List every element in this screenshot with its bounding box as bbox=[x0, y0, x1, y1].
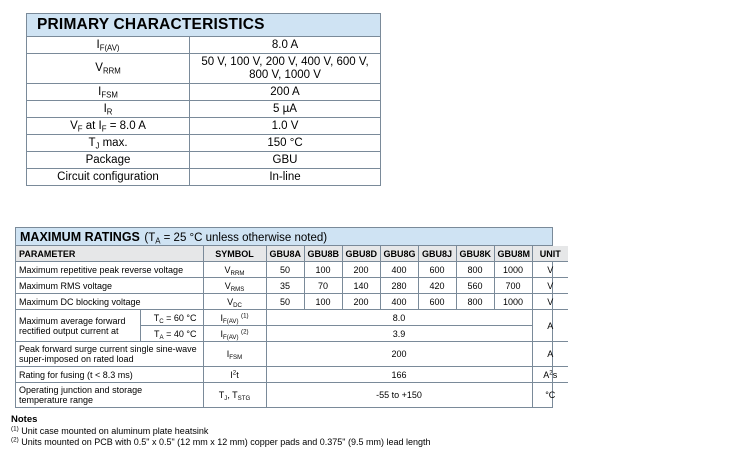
value-ifsm: 200 A bbox=[190, 84, 381, 101]
row-value: 600 bbox=[418, 262, 456, 278]
param-tj: $T_J$ max. bbox=[27, 135, 190, 152]
table-row bbox=[16, 342, 568, 367]
value-ifav: 8.0 A bbox=[271, 38, 299, 51]
row-value: 400 bbox=[380, 294, 418, 310]
row-unit: $A^2s$ bbox=[532, 367, 568, 383]
row-value: 35 bbox=[266, 278, 304, 294]
row-condition: $T_A = 40$ °C bbox=[140, 326, 203, 342]
row-symbol: $I_{F(AV)}$ $^{(2)}$ bbox=[203, 326, 266, 342]
table-row bbox=[16, 383, 568, 408]
row-unit: V bbox=[532, 294, 568, 310]
row-value: 200 bbox=[266, 342, 532, 367]
primary-characteristics-table bbox=[26, 13, 381, 186]
row-unit: V bbox=[532, 262, 568, 278]
param-ifav: $I_{F(AV)}$ bbox=[27, 37, 190, 54]
param-vf: $V_F$ at $I_F = 8.0$ A bbox=[27, 118, 190, 135]
row-parameter: Maximum DC blocking voltage bbox=[16, 294, 203, 310]
header-symbol: SYMBOL bbox=[203, 246, 266, 262]
header-part: GBU8M bbox=[494, 246, 532, 262]
param-circuit: Circuit configuration bbox=[27, 169, 190, 186]
maximum-ratings-table bbox=[15, 227, 561, 408]
header-part: GBU8A bbox=[266, 246, 304, 262]
table-row bbox=[16, 262, 568, 278]
row-parameter: Maximum average forward rectified output current at bbox=[16, 310, 140, 342]
note-item: $^{(2)}$ Units mounted on PCB with 0.5" x 0.5" (12 mm x 12 mm) copper pads and 0.375" (9.5 mm) lead length bbox=[11, 436, 431, 447]
row-parameter: Peak forward surge current single sine-wave super-imposed on rated load bbox=[16, 342, 203, 367]
row-parameter: Maximum RMS voltage bbox=[16, 278, 203, 294]
row-parameter: Maximum repetitive peak reverse voltage bbox=[16, 262, 203, 278]
row-symbol: $I^2t$ bbox=[203, 367, 266, 383]
param-package: Package bbox=[27, 152, 190, 169]
row-value: 1000 bbox=[494, 262, 532, 278]
value-ir: 5 µA bbox=[190, 101, 381, 118]
maximum-ratings-title: MAXIMUM RATINGS ($T_A = 25$ °C unless otherwise noted) bbox=[16, 228, 552, 246]
row-parameter: Operating junction and storage temperature range bbox=[16, 383, 203, 408]
row-symbol: $V_{RRM}$ bbox=[203, 262, 266, 278]
row-value: 3.9 bbox=[266, 326, 532, 342]
row-symbol: $I_{F(AV)}$ $^{(1)}$ bbox=[203, 310, 266, 326]
header-row bbox=[16, 246, 568, 262]
table-row bbox=[16, 367, 568, 383]
row-value: 420 bbox=[418, 278, 456, 294]
row-value: 600 bbox=[418, 294, 456, 310]
param-ir: $I_R$ bbox=[27, 101, 190, 118]
value-tj: 150 °C bbox=[190, 135, 381, 152]
header-parameter: PARAMETER bbox=[16, 246, 203, 262]
row-value: 800 bbox=[456, 294, 494, 310]
table-row bbox=[16, 294, 568, 310]
notes bbox=[11, 414, 431, 448]
table-row bbox=[16, 278, 568, 294]
header-part: GBU8B bbox=[304, 246, 342, 262]
row-value: 1000 bbox=[494, 294, 532, 310]
header-part: GBU8K bbox=[456, 246, 494, 262]
row-unit: A bbox=[532, 342, 568, 367]
row-value: 140 bbox=[342, 278, 380, 294]
row-unit: V bbox=[532, 278, 568, 294]
row-symbol: $T_J$, $T_{STG}$ bbox=[203, 383, 266, 408]
row-value: 800 bbox=[456, 262, 494, 278]
row-symbol: $I_{FSM}$ bbox=[203, 342, 266, 367]
param-ifsm: $I_{FSM}$ bbox=[27, 84, 190, 101]
row-parameter: Rating for fusing (t < 8.3 ms) bbox=[16, 367, 203, 383]
value-circuit: In-line bbox=[190, 169, 381, 186]
row-value: 100 bbox=[304, 294, 342, 310]
row-value: 700 bbox=[494, 278, 532, 294]
header-part: GBU8G bbox=[380, 246, 418, 262]
row-symbol: $V_{DC}$ bbox=[203, 294, 266, 310]
note-item: $^{(1)}$ Unit case mounted on aluminum plate heatsink bbox=[11, 425, 209, 436]
row-unit: °C bbox=[532, 383, 568, 408]
row-value: 280 bbox=[380, 278, 418, 294]
row-value: 70 bbox=[304, 278, 342, 294]
header-part: GBU8D bbox=[342, 246, 380, 262]
row-value: 50 bbox=[266, 262, 304, 278]
row-value: 200 bbox=[342, 294, 380, 310]
header-part: GBU8J bbox=[418, 246, 456, 262]
primary-characteristics-title: PRIMARY CHARACTERISTICS bbox=[27, 14, 380, 37]
header-unit: UNIT bbox=[532, 246, 568, 262]
param-vrrm: $V_{RRM}$ bbox=[27, 54, 190, 84]
row-value: 200 bbox=[342, 262, 380, 278]
row-symbol: $V_{RMS}$ bbox=[203, 278, 266, 294]
value-vrrm: 50 V, 100 V, 200 V, 400 V, 600 V, 800 V, 1000 V bbox=[190, 54, 381, 84]
row-condition: $T_C = 60$ °C bbox=[140, 310, 203, 326]
row-value: 400 bbox=[380, 262, 418, 278]
row-value: 560 bbox=[456, 278, 494, 294]
row-value: 166 bbox=[266, 367, 532, 383]
table-row bbox=[16, 310, 568, 326]
row-value: 50 bbox=[266, 294, 304, 310]
row-unit: A bbox=[532, 310, 568, 342]
row-value: 100 bbox=[304, 262, 342, 278]
value-package: GBU bbox=[190, 152, 381, 169]
row-value: -55 to +150 bbox=[266, 383, 532, 408]
value-vf: 1.0 V bbox=[190, 118, 381, 135]
row-value: 8.0 bbox=[266, 310, 532, 326]
notes-title: Notes bbox=[11, 414, 38, 425]
